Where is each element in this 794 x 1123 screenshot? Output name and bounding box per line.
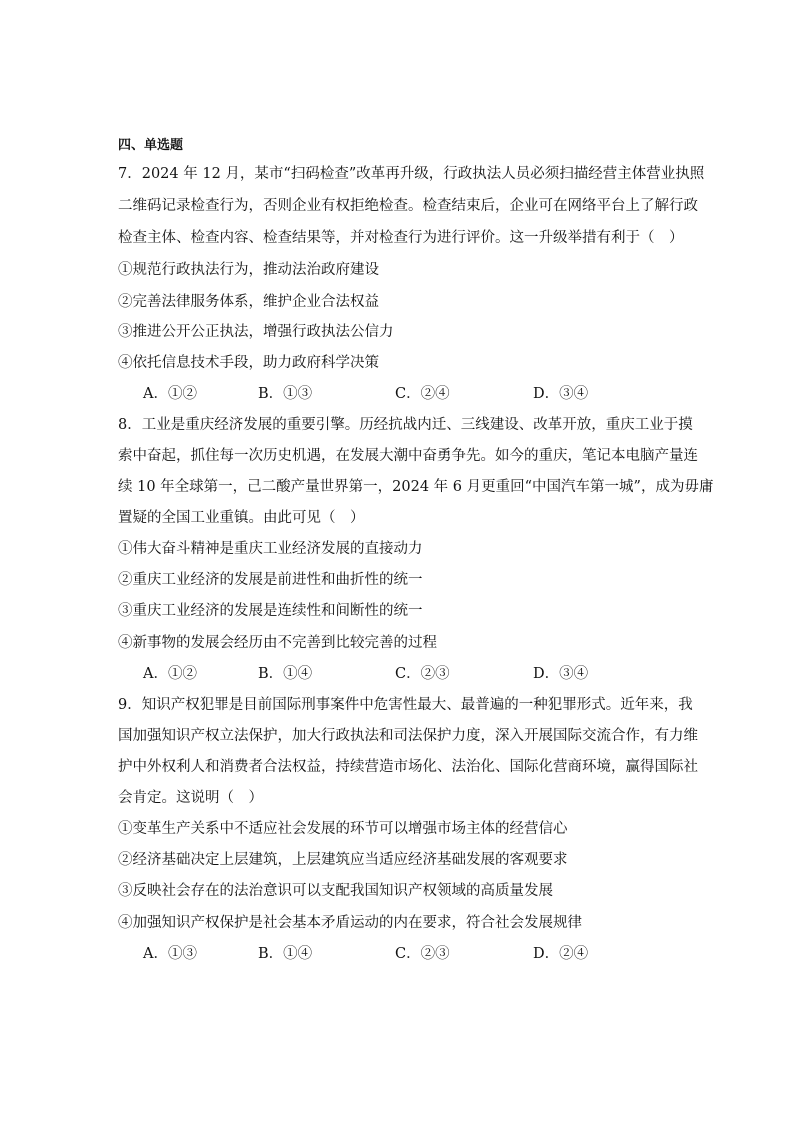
answer-options [143, 384, 683, 404]
question-stem-line: 二维码记录检查行为，否则企业有权拒绝检查。检查结束后，企业可在网络平台上了解行政 [118, 198, 698, 214]
question-stem-line: 9．知识产权犯罪是目前国际刑事案件中危害性最大、最普遍的一种犯罪形式。近年来，我 [118, 697, 693, 713]
option-c[interactable]: C．②③ [395, 946, 450, 962]
statement: ①变革生产关系中不适应社会发展的环节可以增强市场主体的经营信心 [118, 821, 568, 837]
option-d[interactable]: D．③④ [533, 386, 589, 402]
statement: ①规范行政执法行为，推动法治政府建设 [118, 262, 379, 278]
statement: ④加强知识产权保护是社会基本矛盾运动的内在要求，符合社会发展规律 [118, 915, 582, 931]
statement: ②重庆工业经济的发展是前进性和曲折性的统一 [118, 572, 423, 588]
option-b[interactable]: B．①④ [258, 946, 313, 962]
statement: ③推进公开公正执法，增强行政执法公信力 [118, 324, 394, 340]
statement: ②完善法律服务体系，维护企业合法权益 [118, 294, 379, 310]
option-b[interactable]: B．①④ [258, 666, 313, 682]
option-c[interactable]: C．②③ [395, 666, 450, 682]
question-stem-line: 会肯定。这说明（ ） [118, 790, 263, 806]
statement: ④依托信息技术手段，助力政府科学决策 [118, 355, 379, 371]
statement: ④新事物的发展会经历由不完善到比较完善的过程 [118, 635, 437, 651]
question-stem-line: 置疑的全国工业重镇。由此可见（ ） [118, 510, 365, 526]
question-stem-line: 国加强知识产权立法保护，加大行政执法和司法保护力度，深入开展国际交流合作，有力维 [118, 728, 698, 744]
option-a[interactable]: A．①② [143, 666, 197, 682]
option-d[interactable]: D．②④ [533, 946, 589, 962]
option-c[interactable]: C．②④ [395, 386, 450, 402]
section-title: 四、单选题 [118, 138, 184, 153]
question-stem-line: 索中奋起，抓住每一次历史机遇，在发展大潮中奋勇争先。如今的重庆，笔记本电脑产量连 [118, 448, 698, 464]
statement: ③反映社会存在的法治意识可以支配我国知识产权领域的高质量发展 [118, 883, 553, 899]
option-a[interactable]: A．①③ [143, 946, 197, 962]
answer-options [143, 944, 683, 964]
question-stem-line: 7．2024 年 12 月，某市“扫码检查”改革再升级，行政执法人员必须扫描经营主体营业执照 [118, 166, 705, 182]
question-stem-line: 检查主体、检查内容、检查结果等，并对检查行为进行评价。这一升级举措有利于（ ） [118, 230, 684, 246]
answer-options [143, 664, 683, 684]
option-d[interactable]: D．③④ [533, 666, 589, 682]
question-stem-line: 护中外权利人和消费者合法权益，持续营造市场化、法治化、国际化营商环境，赢得国际社 [118, 759, 698, 775]
question-stem-line: 8．工业是重庆经济发展的重要引擎。历经抗战内迁、三线建设、改革开放，重庆工业于摸 [118, 417, 693, 433]
option-b[interactable]: B．①③ [258, 386, 313, 402]
question-stem-line: 续 10 年全球第一，己二酸产量世界第一，2024 年 6 月更重回“中国汽车第一城”，成为毋庸 [118, 479, 714, 495]
option-a[interactable]: A．①② [143, 386, 197, 402]
statement: ③重庆工业经济的发展是连续性和间断性的统一 [118, 603, 423, 619]
statement: ②经济基础决定上层建筑，上层建筑应当适应经济基础发展的客观要求 [118, 852, 568, 868]
statement: ①伟大奋斗精神是重庆工业经济发展的直接动力 [118, 541, 423, 557]
